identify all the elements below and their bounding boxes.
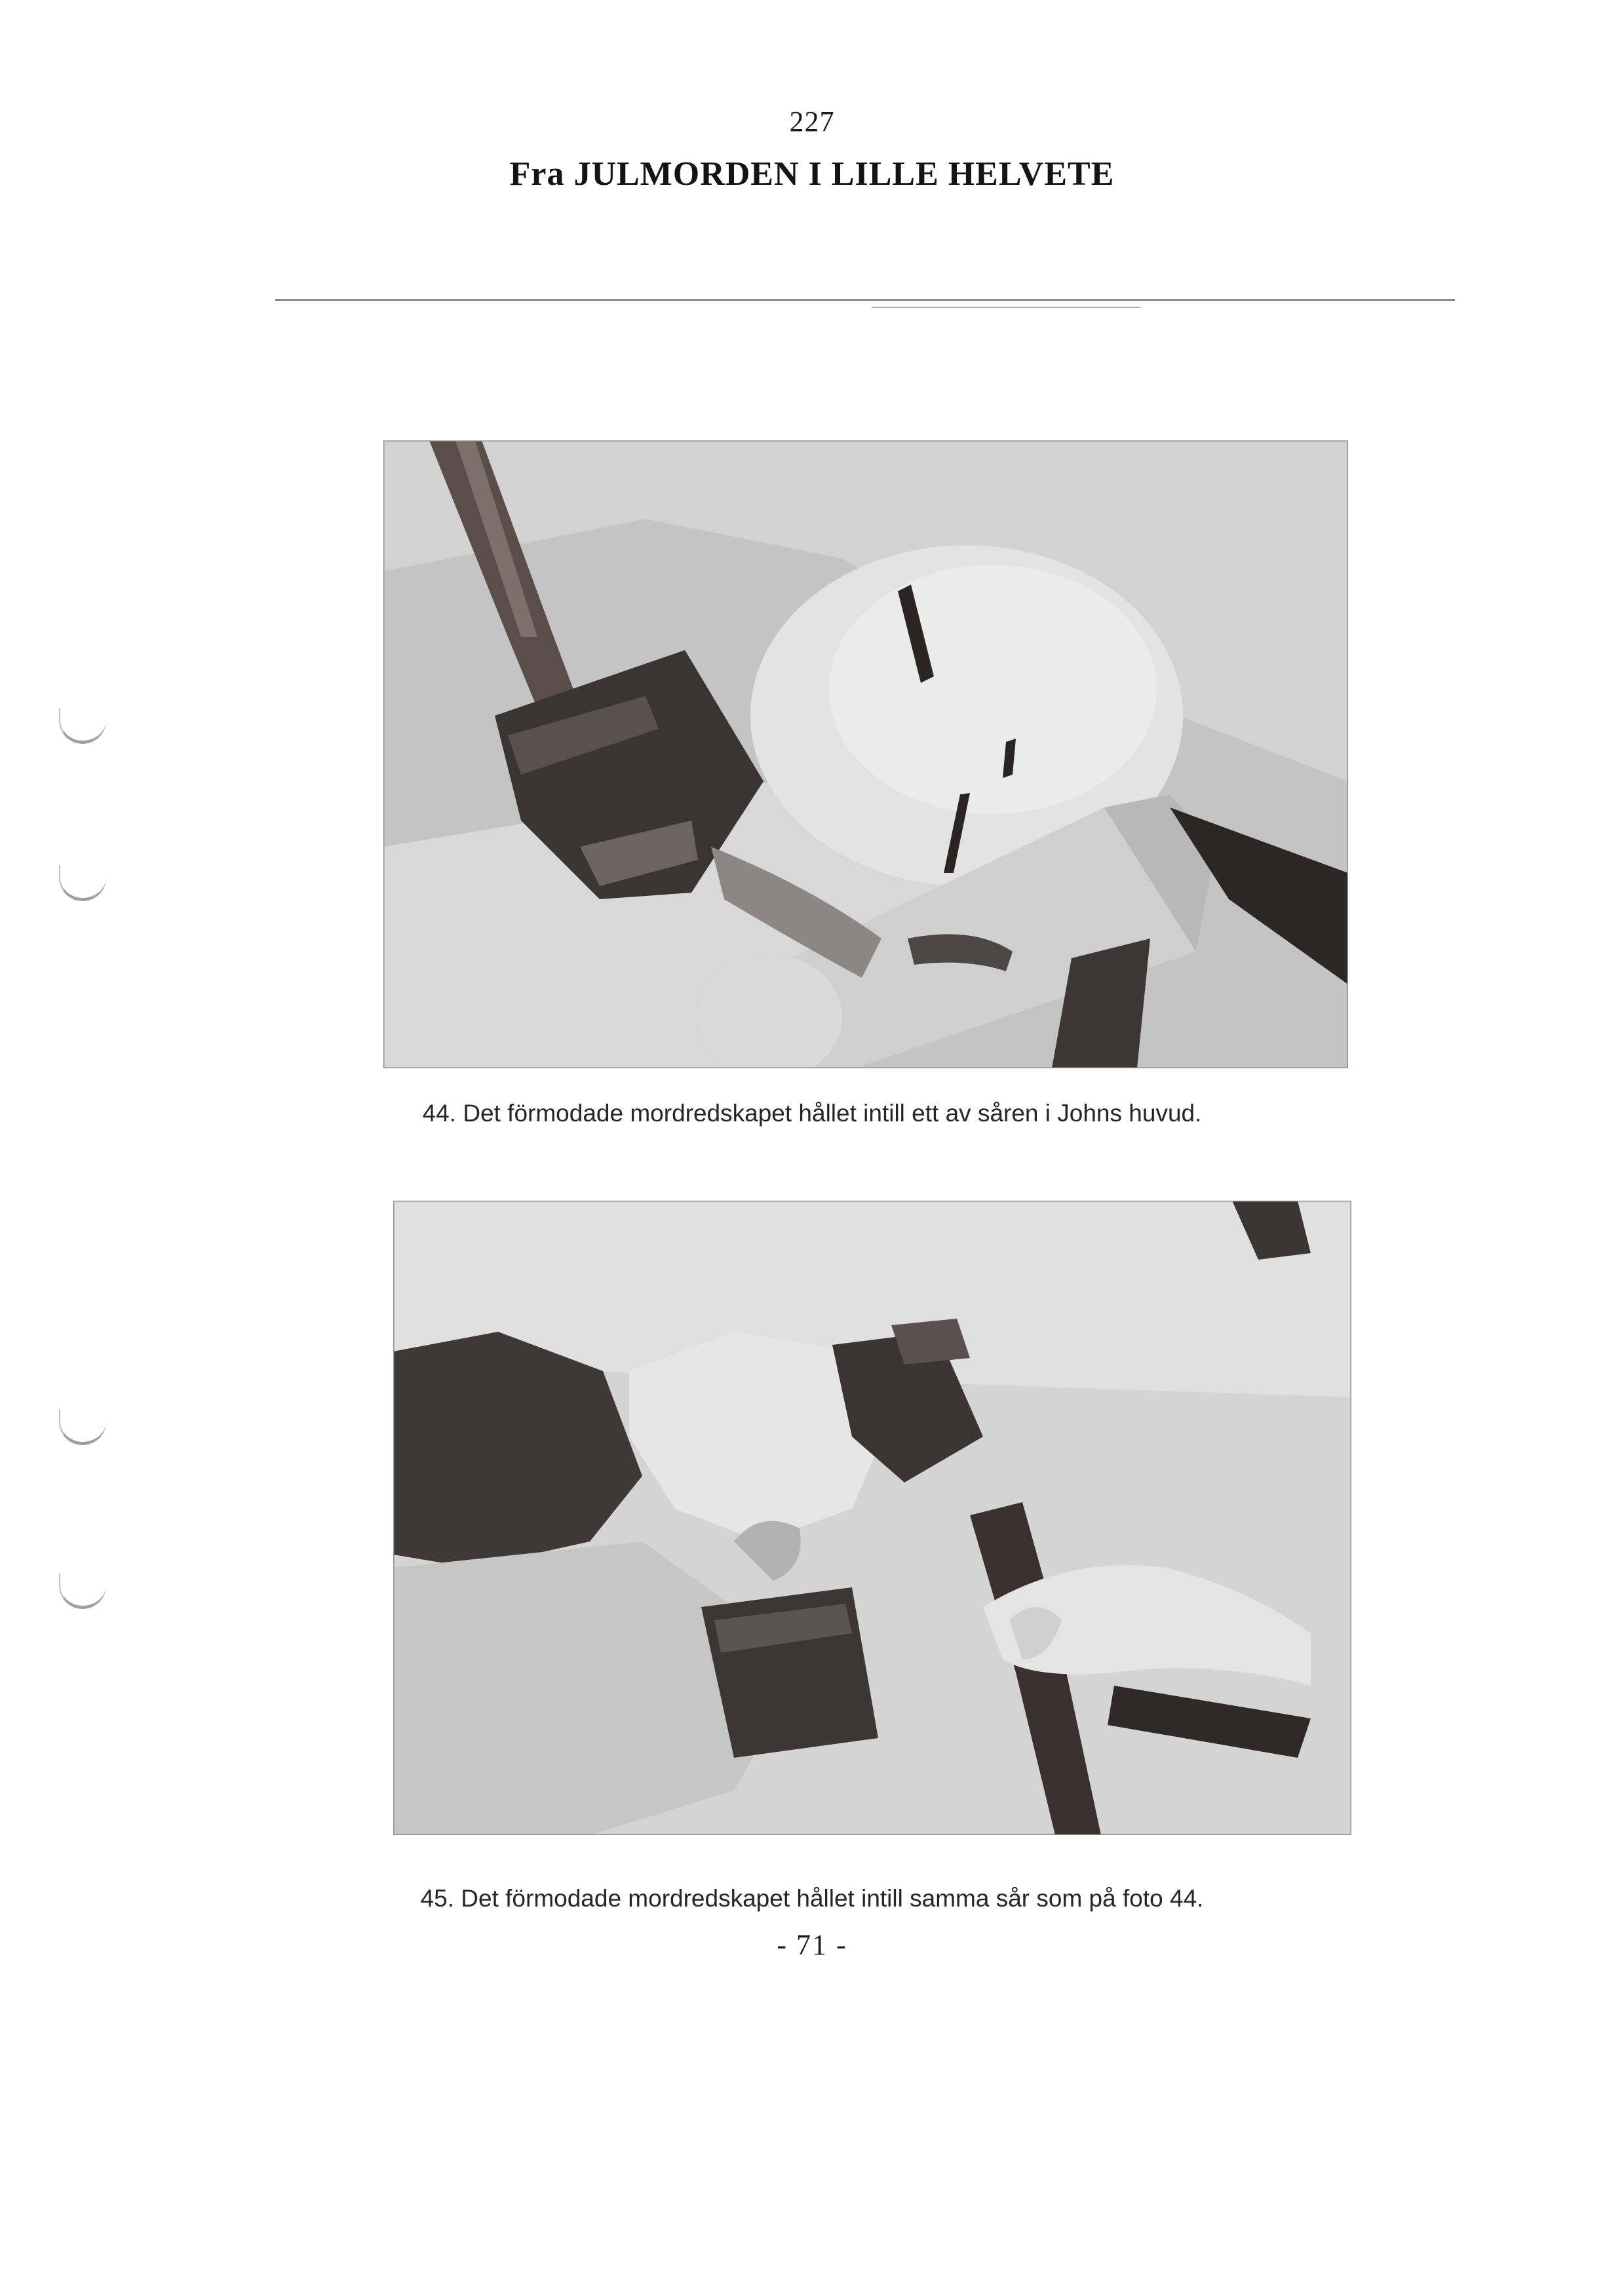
page-reference-number: 227 — [789, 106, 835, 138]
header-rule — [275, 299, 1455, 301]
figure-45-caption — [0, 1885, 1624, 1912]
figure-44-text: Det förmodade mordredskapet hållet intill ett av såren i Johns huvud. — [463, 1100, 1202, 1127]
binder-hole-mark — [59, 1573, 106, 1609]
page-heading: Fra JULMORDEN I LILLE HELVETE — [509, 155, 1115, 193]
figure-45-text: Det förmodade mordredskapet hållet intill samma sår som på foto 44. — [461, 1885, 1204, 1912]
header-rule-accent — [872, 307, 1140, 308]
photo-44-image — [383, 440, 1348, 1068]
footer-page-number: - 71 - — [777, 1929, 847, 1961]
forensic-photo-44 — [383, 440, 1348, 1068]
binder-hole-mark — [59, 1409, 106, 1445]
figure-44-number: 44. — [422, 1100, 457, 1127]
figure-45-number: 45. — [420, 1885, 454, 1912]
binder-hole-mark — [59, 865, 106, 901]
figure-44-caption — [0, 1100, 1624, 1127]
forensic-photo-45 — [393, 1201, 1351, 1835]
photo-45-image — [393, 1201, 1351, 1835]
binder-hole-mark — [59, 708, 106, 744]
